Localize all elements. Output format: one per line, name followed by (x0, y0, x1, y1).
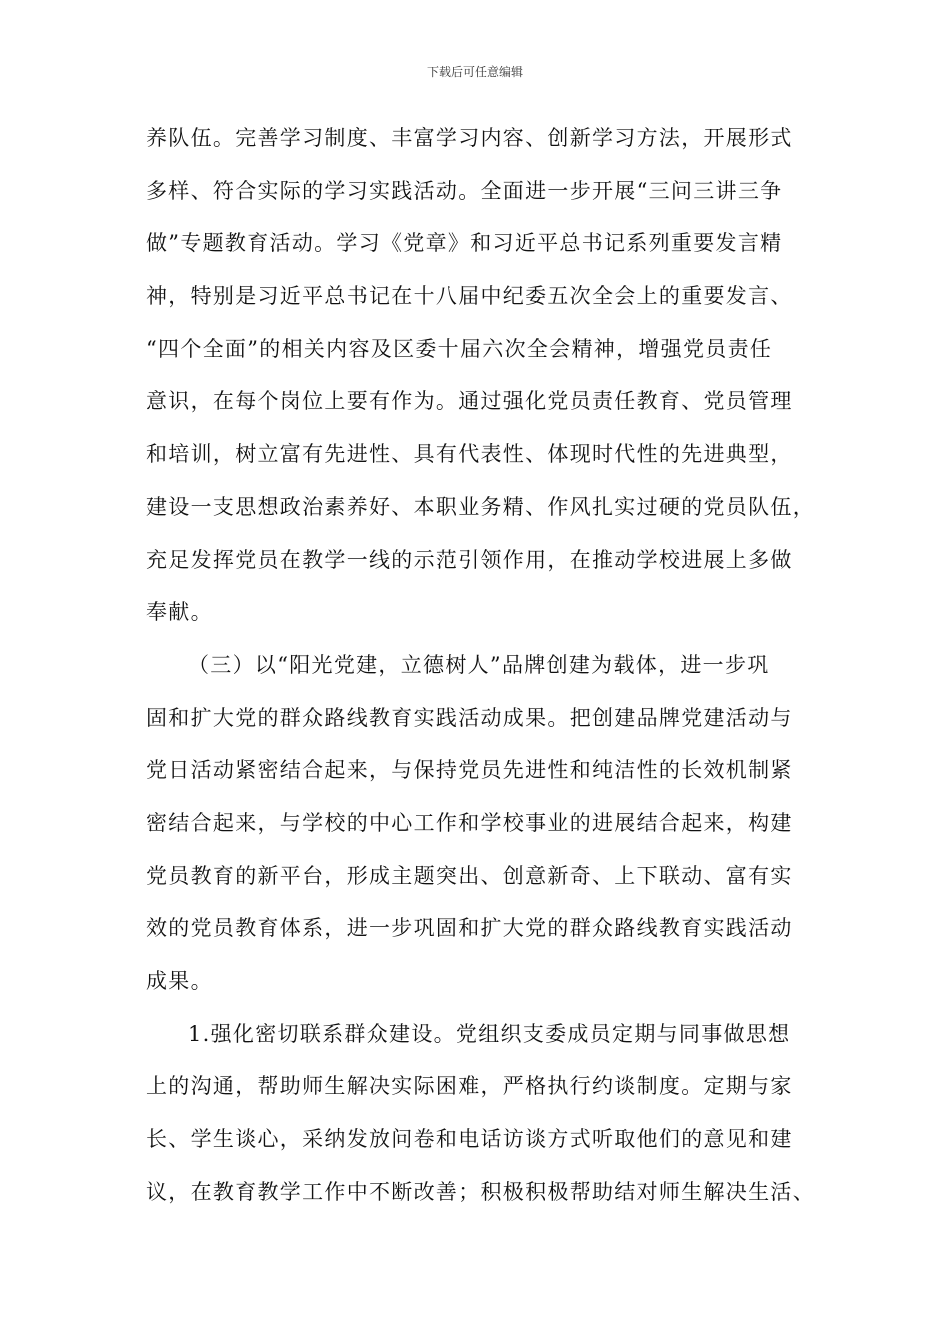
page-header: 下载后可任意编辑 (426, 65, 523, 79)
text-line: 议，在教育教学工作中不断改善；积极积极帮助结对师生解决生活、 (146, 1179, 815, 1204)
text-line: 充足发挥党员在教学一线的示范引领作用，在推动学校进展上多做 (146, 547, 793, 572)
text-line: “四个全面”的相关内容及区委十届六次全会精神，增强党员责任 (146, 336, 773, 361)
text-line: 奉献。 (146, 600, 213, 625)
text-line: 效的党员教育体系，进一步巩固和扩大党的群众路线教育实践活动 (146, 916, 793, 941)
section-heading-line: （三）以“阳光党建，立德树人”品牌创建为载体，进一步巩 (188, 652, 770, 677)
text-line: 密结合起来，与学校的中心工作和学校事业的进展结合起来，构建 (146, 810, 793, 835)
text-line: 养队伍。完善学习制度、丰富学习内容、创新学习方法，开展形式 (146, 126, 793, 150)
text-line: 固和扩大党的群众路线教育实践活动成果。把创建品牌党建活动与 (146, 705, 793, 730)
text-line: 成果。 (146, 969, 213, 993)
text-line: 和培训，树立富有先进性、具有代表性、体现时代性的先进典型， (146, 442, 793, 467)
text-line: 长、学生谈心，采纳发放问卷和电话访谈方式听取他们的意见和建 (146, 1127, 793, 1152)
text-line: 上的沟通，帮助师生解决实际困难，严格执行约谈制度。定期与家 (146, 1074, 793, 1099)
numbered-item-line: 1.强化密切联系群众建设。党组织支委成员定期与同事做思想 (188, 1021, 791, 1046)
text-line: 神，特别是习近平总书记在十八届中纪委五次全会上的重要发言、 (146, 284, 793, 309)
text-line: 党员教育的新平台，形成主题突出、创意新奇、上下联动、富有实 (146, 863, 793, 888)
text-line: 多样、符合实际的学习实践活动。全面进一步开展“三问三讲三争 (146, 178, 783, 203)
document-body (146, 118, 826, 1224)
text-line: 做”专题教育活动。学习《党章》和习近平总书记系列重要发言精 (146, 231, 783, 256)
text-line: 党日活动紧密结合起来，与保持党员先进性和纯洁性的长效机制紧 (146, 758, 793, 783)
text-line: 建设一支思想政治素养好、本职业务精、作风扎实过硬的党员队伍， (146, 494, 815, 519)
text-line: 意识，在每个岗位上要有作为。通过强化党员责任教育、党员管理 (146, 389, 793, 414)
